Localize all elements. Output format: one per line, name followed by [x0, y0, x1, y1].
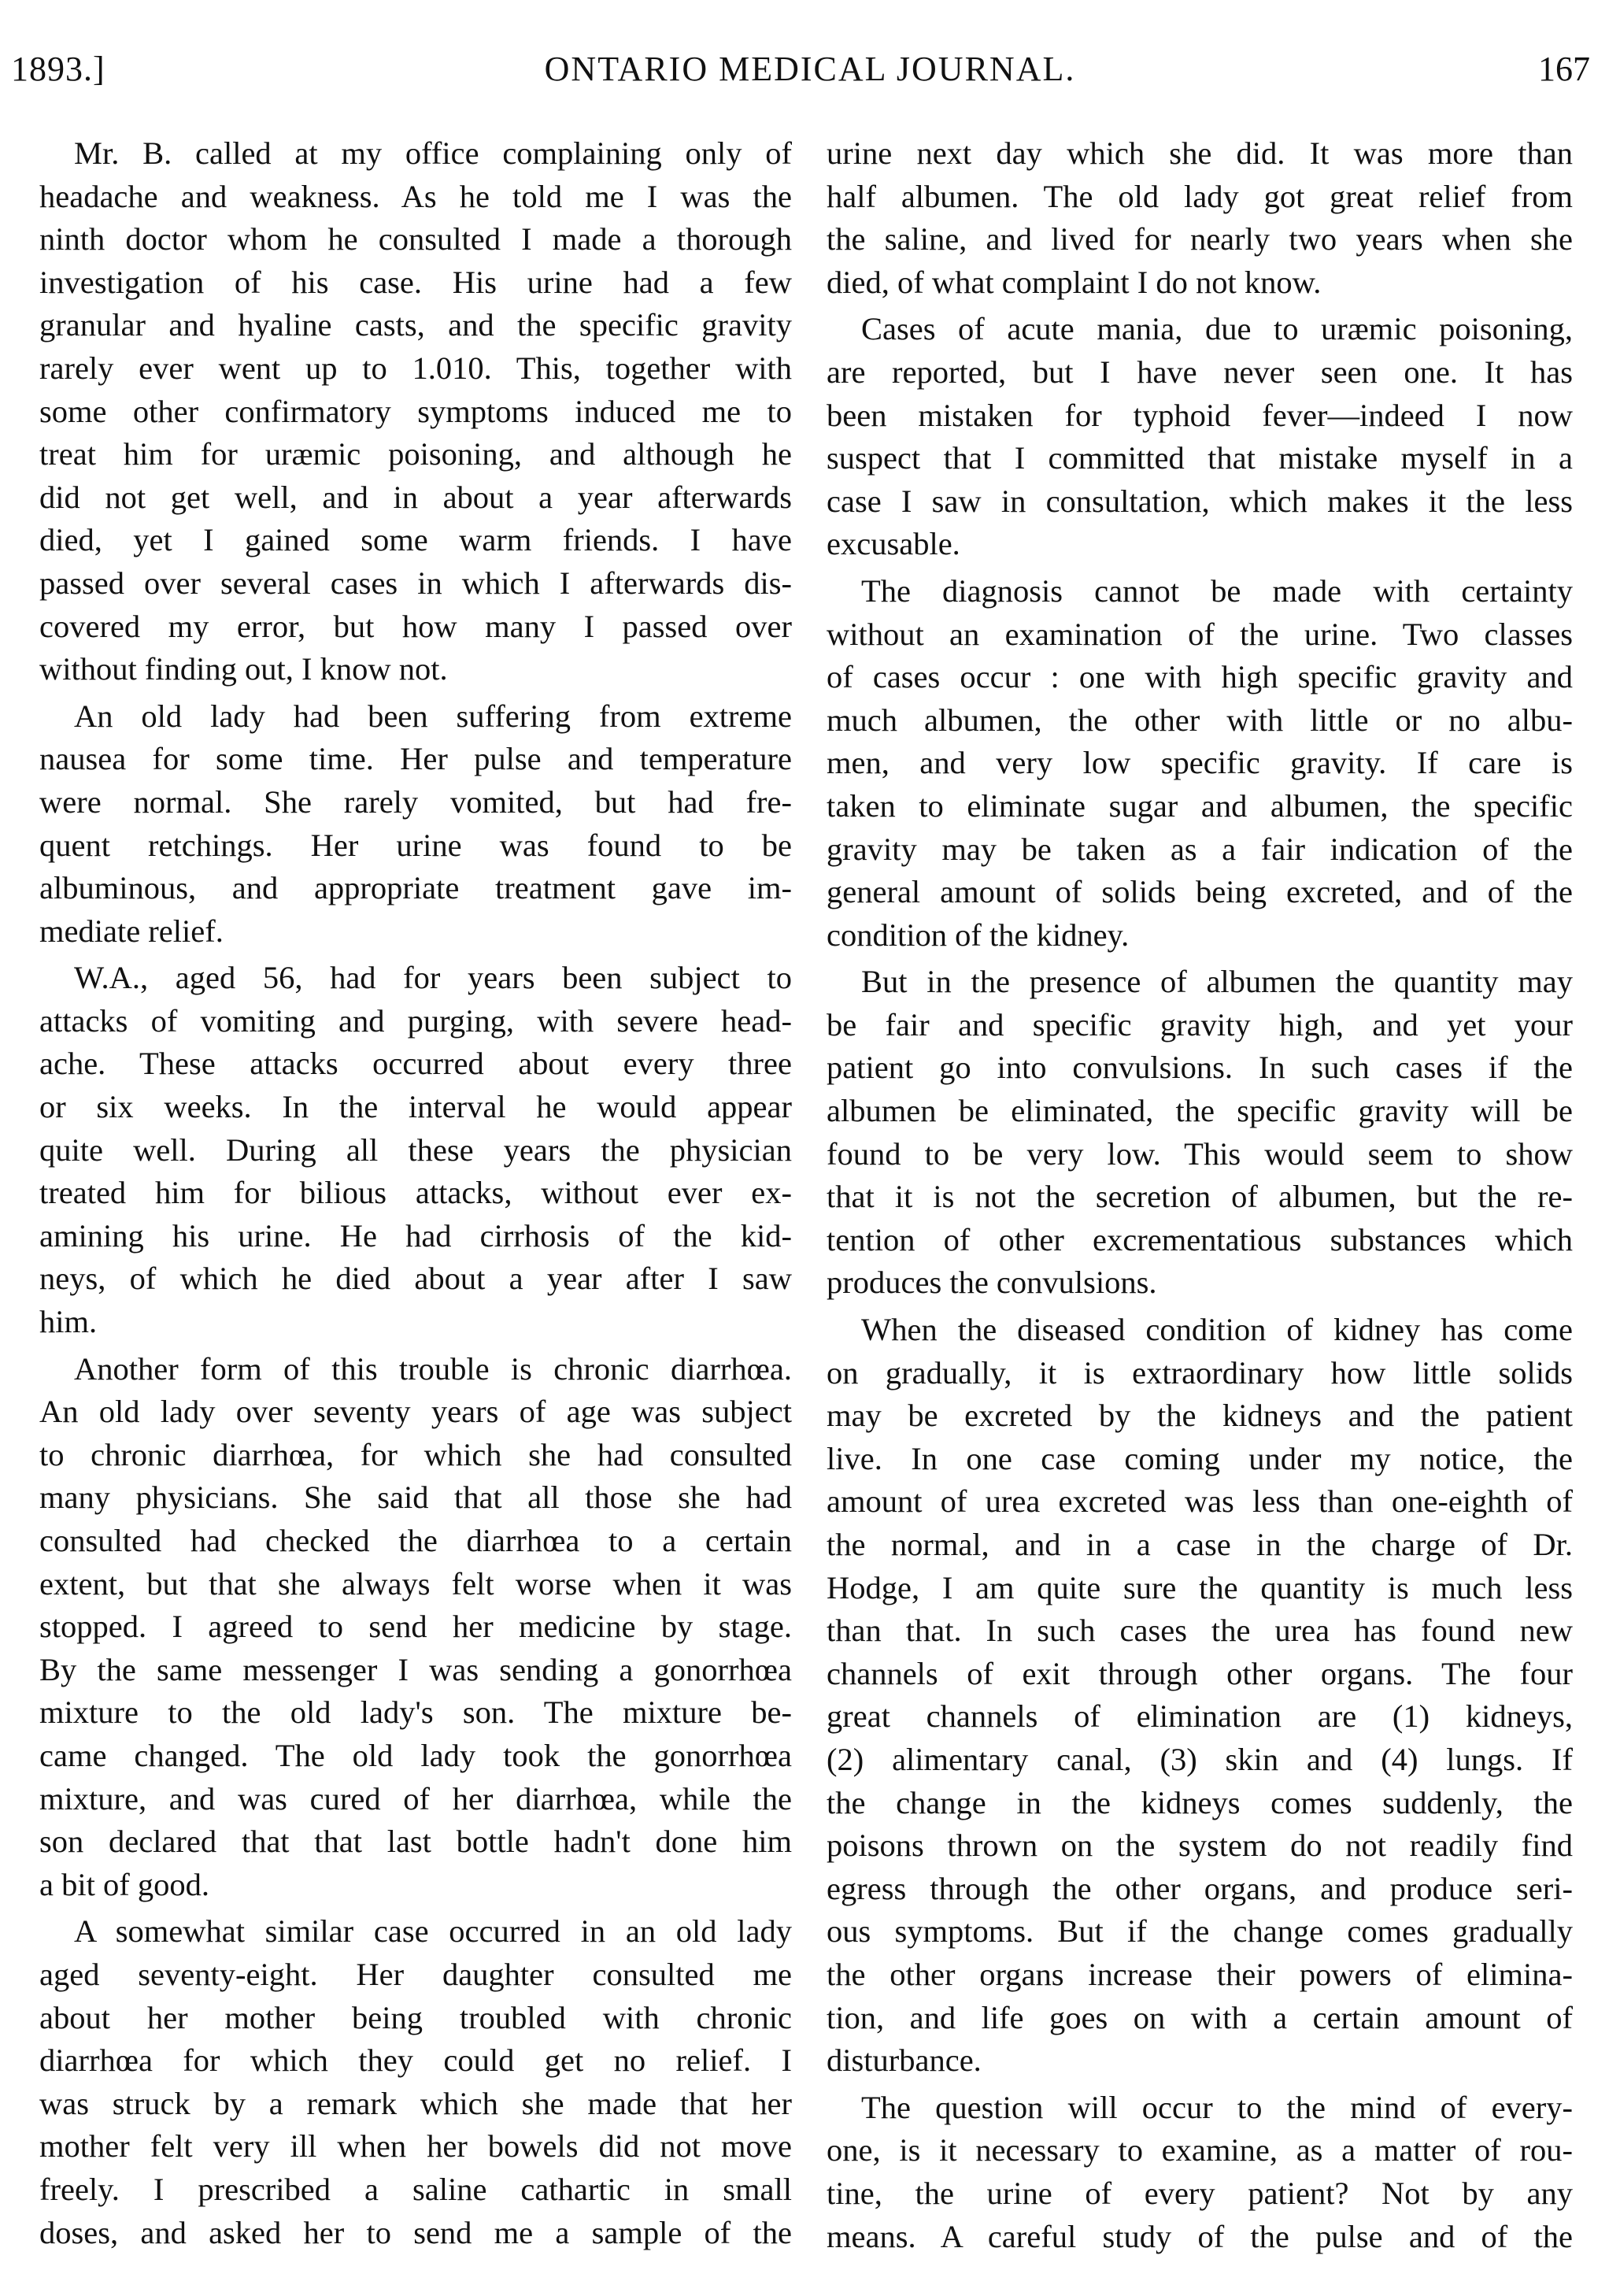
text-line: on gradually, it is extraordinary how little solids: [827, 1354, 1573, 1391]
text-line: treat him for uræmic poisoning, and although he: [39, 436, 792, 472]
text-line: rarely ever went up to 1.010. This, together with: [39, 350, 792, 386]
text-line: Another form of this trouble is chronic diarrhœa.: [74, 1350, 792, 1387]
text-line: some other confirmatory symptoms induced me to: [39, 393, 792, 429]
text-line: found to be very low. This would seem to show: [827, 1135, 1573, 1172]
paragraph: [827, 308, 1573, 566]
text-line: the normal, and in a case in the charge of Dr.: [827, 1527, 1573, 1562]
text-line: died, yet I gained some warm friends. I have: [39, 522, 792, 558]
text-line: egress through the other organs, and produce seri-: [827, 1870, 1573, 1906]
text-line: of cases occur : one with high specific gravity and: [827, 659, 1573, 695]
text-line: albumen be eliminated, the specific gravity will be: [827, 1093, 1573, 1129]
text-line: The question will occur to the mind of every-: [861, 2089, 1573, 2125]
text-line: doses, and asked her to send me a sample of the: [39, 2214, 792, 2250]
text-line: about her mother being troubled with chronic: [39, 1999, 792, 2035]
header-year: 1893.]: [11, 50, 105, 88]
text-line: tine, the urine of every patient? Not by any: [827, 2175, 1573, 2211]
text-line: extent, but that she always felt worse when it was: [39, 1565, 792, 1602]
text-line: patient go into convulsions. In such cases if the: [827, 1050, 1573, 1086]
text-line: An old lady had been suffering from extreme: [74, 698, 792, 734]
text-line: was struck by a remark which she made that her: [39, 2085, 792, 2121]
text-line: ache. These attacks occurred about every three: [39, 1046, 792, 1082]
text-line: than that. In such cases the urea has found new: [827, 1613, 1573, 1649]
text-line: neys, of which he died about a year after I saw: [39, 1261, 792, 1297]
text-line: tention of other excrementatious substances which: [827, 1221, 1573, 1257]
text-line: An old lady over seventy years of age was subject: [39, 1394, 792, 1430]
journal-title: ONTARIO MEDICAL JOURNAL.: [544, 50, 1076, 88]
text-line: without an examination of the urine. Two classes: [827, 616, 1573, 652]
paragraph: [827, 2087, 1573, 2258]
text-line: (2) alimentary canal, (3) skin and (4) lungs. If: [827, 1741, 1573, 1777]
text-line: means. A careful study of the pulse and of the: [827, 2218, 1573, 2254]
text-line: live. In one case coming under my notice, the: [827, 1440, 1573, 1476]
text-line: By the same messenger I was sending a gonorrhœa: [39, 1651, 792, 1687]
text-line: quent retchings. Her urine was found to be: [39, 827, 792, 863]
text-line: diarrhœa for which they could get no relief. I: [39, 2042, 792, 2079]
text-line: the change in the kidneys comes suddenly, the: [827, 1784, 1573, 1820]
text-line: Mr. B. called at my office complaining only of: [74, 135, 792, 171]
text-line: taken to eliminate sugar and albumen, the specific: [827, 787, 1573, 824]
text-line: treated him for bilious attacks, without ever ex-: [39, 1175, 792, 1211]
text-line: were normal. She rarely vomited, but had fre-: [39, 783, 792, 820]
text-line: tion, and life goes on with a certain amount of: [827, 1999, 1573, 2035]
text-line: condition of the kidney.: [827, 917, 1130, 953]
text-line: much albumen, the other with little or no albu-: [827, 702, 1573, 738]
text-line: attacks of vomiting and purging, with severe head-: [39, 1002, 792, 1039]
text-line: passed over several cases in which I afterwards dis-: [39, 565, 792, 601]
text-line: a bit of good.: [39, 1866, 209, 1902]
text-line: one, is it necessary to examine, as a matter of rou-: [827, 2132, 1573, 2168]
paragraph: [39, 1348, 792, 1907]
text-line: channels of exit through other organs. The four: [827, 1655, 1573, 1691]
text-line: amount of urea excreted was less than one-eighth of: [827, 1483, 1573, 1520]
paragraph: [39, 1910, 792, 2254]
text-line: granular and hyaline casts, and the specific gravity: [39, 307, 792, 343]
text-line: may be excreted by the kidneys and the patient: [827, 1398, 1573, 1434]
text-line: covered my error, but how many I passed over: [39, 608, 792, 644]
text-line: But in the presence of albumen the quantity may: [861, 964, 1573, 1000]
paragraph: [39, 695, 792, 954]
text-line: general amount of solids being excreted, and of the: [827, 874, 1573, 910]
text-line: men, and very low specific gravity. If care is: [827, 745, 1573, 781]
text-line: mixture to the old lady's son. The mixture be-: [39, 1694, 792, 1731]
text-line: ninth doctor whom he consulted I made a thorough: [39, 221, 792, 257]
text-line: quite well. During all these years the physician: [39, 1131, 792, 1168]
text-line: or six weeks. In the interval he would appear: [39, 1089, 792, 1125]
text-line: disturbance.: [827, 2042, 982, 2079]
text-line: stopped. I agreed to send her medicine by stage.: [39, 1609, 792, 1645]
text-line: W.A., aged 56, had for years been subject to: [74, 960, 792, 996]
left-column: [39, 132, 792, 2258]
text-line: him.: [39, 1304, 98, 1340]
paragraph: [827, 1309, 1573, 2083]
right-column: [827, 132, 1573, 2262]
text-line: many physicians. She said that all those she had: [39, 1479, 792, 1516]
text-line: the other organs increase their powers of elimina-: [827, 1956, 1573, 1992]
text-line: been mistaken for typhoid fever—indeed I now: [827, 397, 1573, 433]
text-line: urine next day which she did. It was more than: [827, 135, 1573, 171]
text-line: produces the convulsions.: [827, 1265, 1157, 1301]
text-line: mediate relief.: [39, 913, 224, 949]
text-line: consulted had checked the diarrhœa to a certain: [39, 1523, 792, 1558]
text-line: freely. I prescribed a saline cathartic in small: [39, 2171, 792, 2207]
text-line: half albumen. The old lady got great relief from: [827, 178, 1573, 214]
paragraph: [39, 957, 792, 1343]
text-line: mother felt very ill when her bowels did not move: [39, 2128, 792, 2165]
running-head: [0, 49, 1620, 104]
text-line: aged seventy-eight. Her daughter consulted me: [39, 1956, 792, 1992]
text-line: The diagnosis cannot be made with certainty: [861, 572, 1573, 609]
text-line: came changed. The old lady took the gonorrhœa: [39, 1737, 792, 1773]
text-line: excusable.: [827, 526, 960, 562]
text-line: albuminous, and appropriate treatment gave im-: [39, 870, 792, 906]
text-line: great channels of elimination are (1) kidneys,: [827, 1698, 1573, 1735]
page-number: 167: [1538, 50, 1590, 88]
text-line: to chronic diarrhœa, for which she had consulted: [39, 1436, 792, 1472]
text-line: poisons thrown on the system do not readily find: [827, 1828, 1573, 1864]
text-line: that it is not the secretion of albumen, but the re-: [827, 1179, 1573, 1215]
text-line: son declared that that last bottle hadn't done him: [39, 1824, 792, 1860]
text-line: A somewhat similar case occurred in an old lady: [74, 1913, 792, 1950]
paragraph: [39, 132, 792, 691]
text-line: amining his urine. He had cirrhosis of the kid-: [39, 1217, 792, 1254]
text-line: nausea for some time. Her pulse and temperature: [39, 741, 792, 777]
text-line: When the diseased condition of kidney has come: [861, 1312, 1573, 1348]
paragraph: [827, 570, 1573, 957]
text-line: died, of what complaint I do not know.: [827, 264, 1322, 300]
text-line: investigation of his case. His urine had a few: [39, 264, 792, 300]
paragraph: [827, 132, 1573, 304]
text-line: gravity may be taken as a fair indication of the: [827, 831, 1573, 867]
text-line: headache and weakness. As he told me I was the: [39, 178, 792, 214]
text-line: ous symptoms. But if the change comes gradually: [827, 1913, 1573, 1950]
paragraph: [827, 961, 1573, 1305]
text-line: Cases of acute mania, due to uræmic poisoning,: [861, 311, 1573, 347]
text-line: Hodge, I am quite sure the quantity is much less: [827, 1569, 1573, 1605]
text-line: mixture, and was cured of her diarrhœa, while the: [39, 1780, 792, 1816]
text-line: case I saw in consultation, which makes it the less: [827, 483, 1573, 519]
text-line: suspect that I committed that mistake myself in a: [827, 440, 1573, 476]
text-line: be fair and specific gravity high, and yet your: [827, 1006, 1573, 1042]
text-line: did not get well, and in about a year afterwards: [39, 479, 792, 515]
text-line: the saline, and lived for nearly two years when she: [827, 221, 1573, 257]
text-line: without finding out, I know not.: [39, 651, 448, 687]
text-line: are reported, but I have never seen one. It has: [827, 354, 1573, 390]
